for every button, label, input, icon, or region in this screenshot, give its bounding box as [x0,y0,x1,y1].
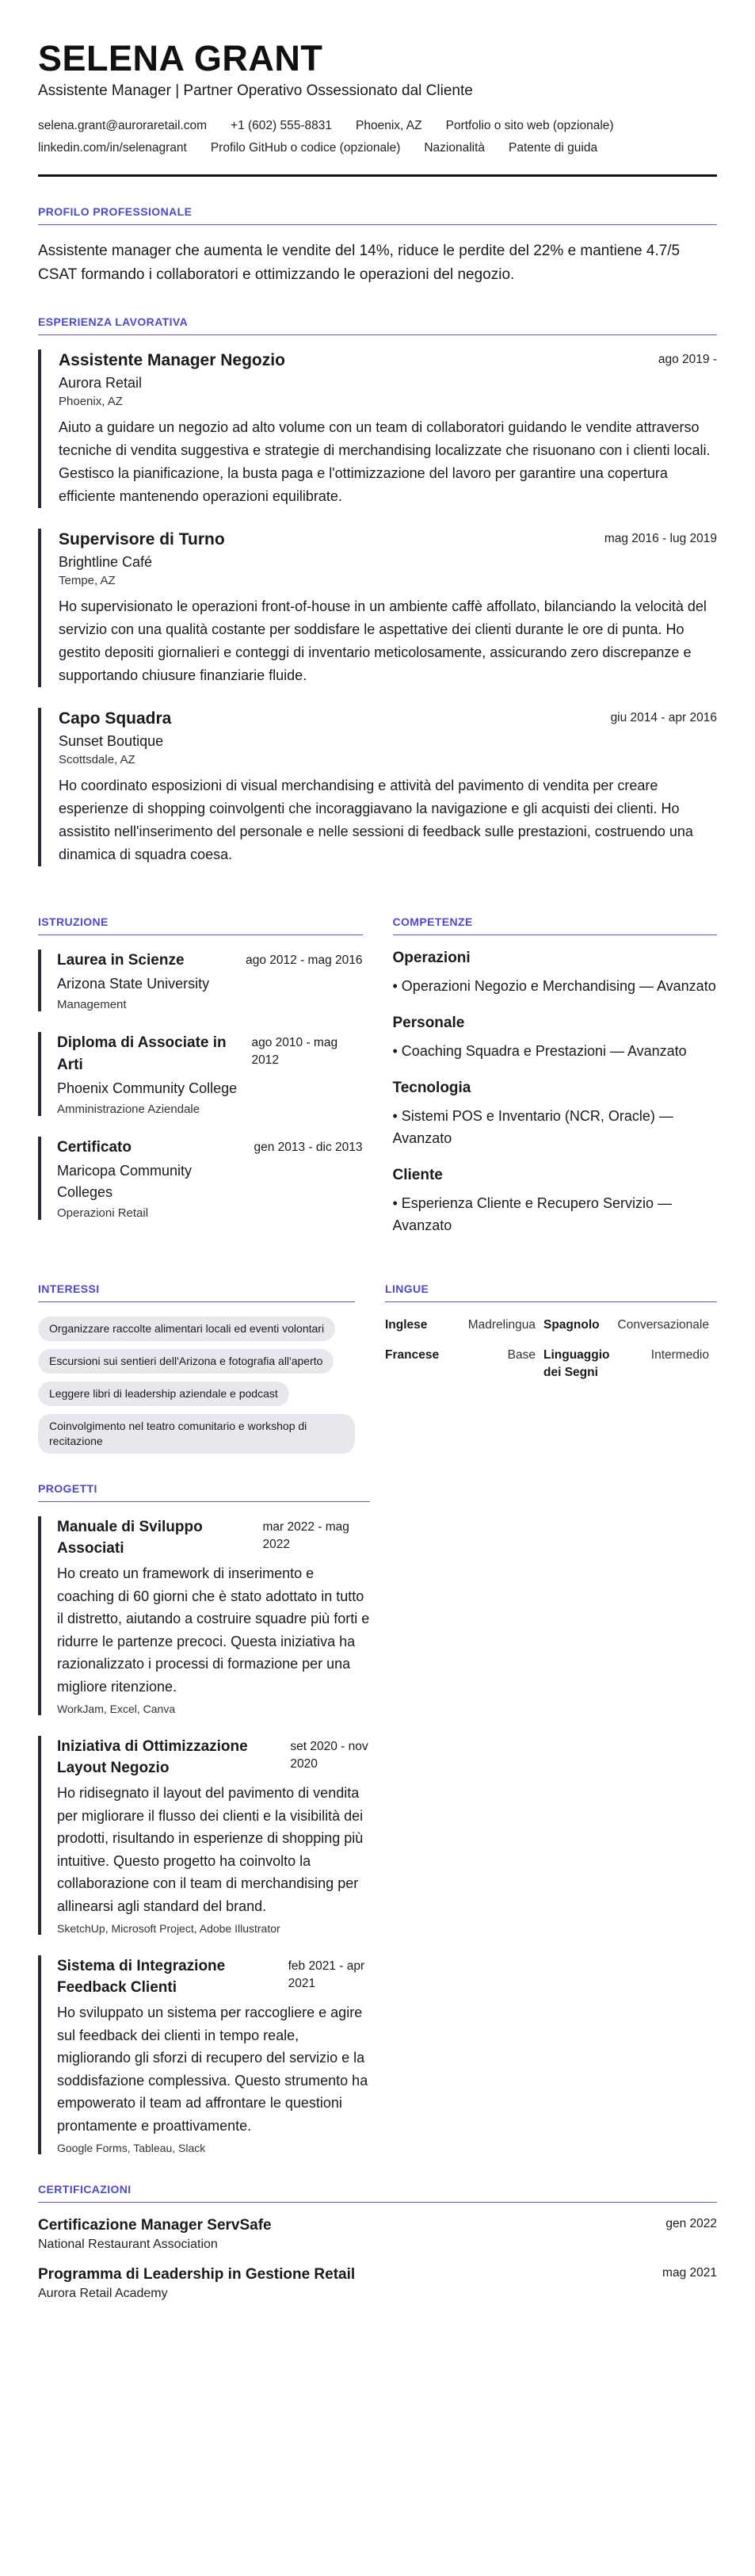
project-entry [38,1736,370,1935]
study-field: Operazioni Retail [57,1206,149,1220]
education-entry [38,1137,363,1220]
certification-date: mag 2021 [662,2266,717,2280]
project-entry [38,1955,370,2154]
section-divider [38,1501,370,1502]
resume-header [38,38,717,177]
project-date: feb 2021 - apr 2021 [288,1959,365,1990]
certification-issuer: National Restaurant Association [38,2238,218,2251]
skill-category: Cliente [392,1167,443,1183]
section-divider [385,1301,717,1302]
company-name: Sunset Boutique [59,733,164,749]
contact-license: Patente di guida [509,141,598,155]
project-entry [38,1516,370,1715]
education-date: ago 2010 - mag 2012 [251,1036,338,1067]
interests-languages-row [38,1254,717,1454]
certification-name: Certificazione Manager ServSafe [38,2217,272,2234]
interest-chip: Escursioni sui sentieri dell'Arizona e fotografia all'aperto [38,1349,334,1374]
section-divider [38,934,363,935]
job-location: Phoenix, AZ [59,395,123,408]
experience-section [38,315,717,866]
project-date: set 2020 - nov 2020 [290,1740,368,1771]
degree-name: Certificato [57,1139,132,1156]
school-name: Phoenix Community College [57,1080,238,1096]
section-title: COMPETENZE [392,915,473,928]
experience-entry [38,708,717,866]
job-location: Scottsdale, AZ [59,753,135,766]
interest-list [38,1317,355,1454]
summary-section [38,205,717,287]
skill-category: Tecnologia [392,1080,471,1096]
section-title: INTERESSI [38,1282,100,1295]
education-entry [38,950,363,1011]
section-divider [38,1301,355,1302]
project-tools: WorkJam, Excel, Canva [57,1703,176,1715]
section-title: CERTIFICAZIONI [38,2183,132,2196]
certification-name: Programma di Leadership in Gestione Retail [38,2266,356,2283]
section-divider [38,2202,717,2203]
contact-github[interactable]: Profilo GitHub o codice (opzionale) [210,141,401,155]
company-name: Brightline Café [59,554,153,570]
company-name: Aurora Retail [59,375,143,391]
interest-chip: Leggere libri di leadership aziendale e podcast [38,1382,289,1406]
certification-issuer: Aurora Retail Academy [38,2287,168,2300]
contact-nationality: Nazionalità [424,141,486,155]
contact-list [38,119,717,155]
skill-group [393,1015,718,1062]
language-name: Linguaggio dei Segni [543,1348,610,1379]
project-description: Ho ridisegnato il layout del pavimento di vendita per migliorare il flusso dei clienti e la visibilità dei prodotti, risultando in esperienze di shopping più intuitive. Questo progetto ha coinvolto la collaborazione con il team di merchandising per allinearsi agli standard del brand. [57,1785,364,1914]
skill-item: • Operazioni Negozio e Merchandising — Avanzato [392,978,716,994]
skill-item: • Esperienza Cliente e Recupero Servizio — Avanzato [392,1195,672,1233]
contact-email[interactable]: selena.grant@auroraretail.com [38,119,208,132]
project-tools: Google Forms, Tableau, Slack [57,2142,206,2154]
language-item [543,1317,717,1334]
project-description: Ho sviluppato un sistema per raccogliere e agire sul feedback dei clienti in tempo reale, migliorando gli sforzi di recupero del servizio e la soddisfazione complessiva. Questo strumento ha empowerato il team ad affrontare le questioni prontamente e proattivamente. [57,2005,368,2134]
language-level: Intermedio [650,1348,709,1362]
section-title: ISTRUZIONE [38,915,109,928]
certification-entry [38,2266,717,2301]
candidate-name: SELENA GRANT [38,38,323,78]
job-date: giu 2014 - apr 2016 [610,711,717,724]
interest-chip: Coinvolgimento nel teatro comunitario e workshop di recitazione [38,1414,355,1454]
job-title: Capo Squadra [59,709,172,728]
summary-text: Assistente manager che aumenta le vendite del 14%, riduce le perdite del 22% e mantiene 4.7/5 CSAT formando i collaboratori e ottimizzando le operazioni del negozio. [38,243,681,283]
school-name: Arizona State University [57,976,210,992]
section-divider [38,224,717,225]
certification-entry [38,2217,717,2252]
skills-section [393,915,718,1254]
job-title: Assistente Manager Negozio [59,351,285,369]
certifications-section [38,2183,717,2301]
education-entry [38,1032,363,1116]
job-description: Ho supervisionato le operazioni front-of-house in un ambiente caffè affollato, bilanciando la velocità del servizio con una qualità costante per soddisfare le aspettative dei clienti durante le ore di punta. Ho gestito depositi giornalieri e conteggi di inventario meticolosamente, assicurando zero discrepanze e supportando chiusure finanziarie fluide. [59,598,707,683]
interest-chip: Organizzare raccolte alimentari locali ed eventi volontari [38,1317,335,1341]
project-tools: SketchUp, Microsoft Project, Adobe Illustrator [57,1922,280,1935]
degree-name: Diploma di Associate in Arti [57,1034,227,1073]
contact-linkedin[interactable]: linkedin.com/in/selenagrant [38,141,187,155]
section-divider [38,334,717,335]
header-divider [38,174,717,177]
education-section [38,915,363,1254]
study-field: Amministrazione Aziendale [57,1103,200,1116]
job-location: Tempe, AZ [59,574,116,587]
language-level: Madrelingua [467,1318,536,1332]
project-name: Iniziativa di Ottimizzazione Layout Negozio [57,1738,248,1776]
skill-item: • Sistemi POS e Inventario (NCR, Oracle) — Avanzato [392,1108,673,1146]
language-name: Francese [385,1348,440,1362]
skill-category: Operazioni [392,950,471,966]
section-title: PROFILO PROFESSIONALE [38,205,193,218]
language-name: Inglese [385,1318,428,1332]
experience-entry [38,350,717,508]
skill-item: • Coaching Squadra e Prestazioni — Avanzato [392,1043,687,1059]
job-date: ago 2019 - [658,353,717,366]
skill-group [393,950,718,997]
section-title: LINGUE [385,1282,429,1295]
language-item [543,1347,717,1382]
contact-portfolio[interactable]: Portfolio o sito web (opzionale) [445,119,614,132]
job-date: mag 2016 - lug 2019 [604,532,717,545]
contact-location: Phoenix, AZ [356,119,422,132]
section-title: ESPERIENZA LAVORATIVA [38,315,189,328]
skill-group [393,1080,718,1149]
section-title: PROGETTI [38,1482,97,1495]
degree-name: Laurea in Scienze [57,952,185,969]
certification-date: gen 2022 [665,2217,717,2230]
project-name: Sistema di Integrazione Feedback Clienti [57,1958,226,1996]
language-name: Spagnolo [543,1318,600,1332]
section-divider [393,934,718,935]
language-level: Base [507,1348,536,1362]
education-skills-row [38,887,717,1254]
contact-phone[interactable]: +1 (602) 555-8831 [231,119,333,132]
education-date: ago 2012 - mag 2016 [246,954,363,967]
experience-entry [38,529,717,687]
education-date: gen 2013 - dic 2013 [254,1141,363,1154]
project-description: Ho creato un framework di inserimento e coaching di 60 giorni che è stato adottato in tutto il distretto, aiutando a costruire squadre più forti e ridurre le partenze precoci. Questa iniziativa ha razionalizzato i processi di formazione per una migliore ritenzione. [57,1565,370,1695]
interests-section [38,1282,355,1454]
headline: Assistente Manager | Partner Operativo Ossessionato dal Cliente [38,82,473,99]
projects-section [38,1482,370,2154]
language-item [385,1317,543,1334]
languages-section [385,1282,717,1454]
skill-group [393,1167,718,1236]
project-date: mar 2022 - mag 2022 [262,1520,349,1551]
study-field: Management [57,998,127,1011]
language-item [385,1347,543,1382]
skill-category: Personale [392,1015,465,1031]
job-description: Aiuto a guidare un negozio ad alto volume con un team di collaboratori guidando le vendite attraverso tecniche di vendita suggestiva e strategie di merchandising localizzate che risuonano con i clienti locali. Gestisco la pianificazione, la busta paga e l'ottimizzazione del lavoro per garantire una copertura efficiente mantenendo operazioni equilibrate. [59,419,711,504]
language-level: Conversazionale [617,1318,709,1332]
project-name: Manuale di Sviluppo Associati [57,1519,203,1557]
school-name: Maricopa Community Colleges [57,1163,193,1200]
job-title: Supervisore di Turno [59,530,225,548]
job-description: Ho coordinato esposizioni di visual merchandising e attività del pavimento di vendita per creare esperienze di shopping coinvolgenti che incoraggiavano la navigazione e gli acquisti dei clienti. Ho assistito nell'inserimento del personale e nelle sessioni di feedback sulle prestazioni, costruendo una dinamica di squadra coesa. [59,778,693,862]
language-list [385,1317,717,1382]
